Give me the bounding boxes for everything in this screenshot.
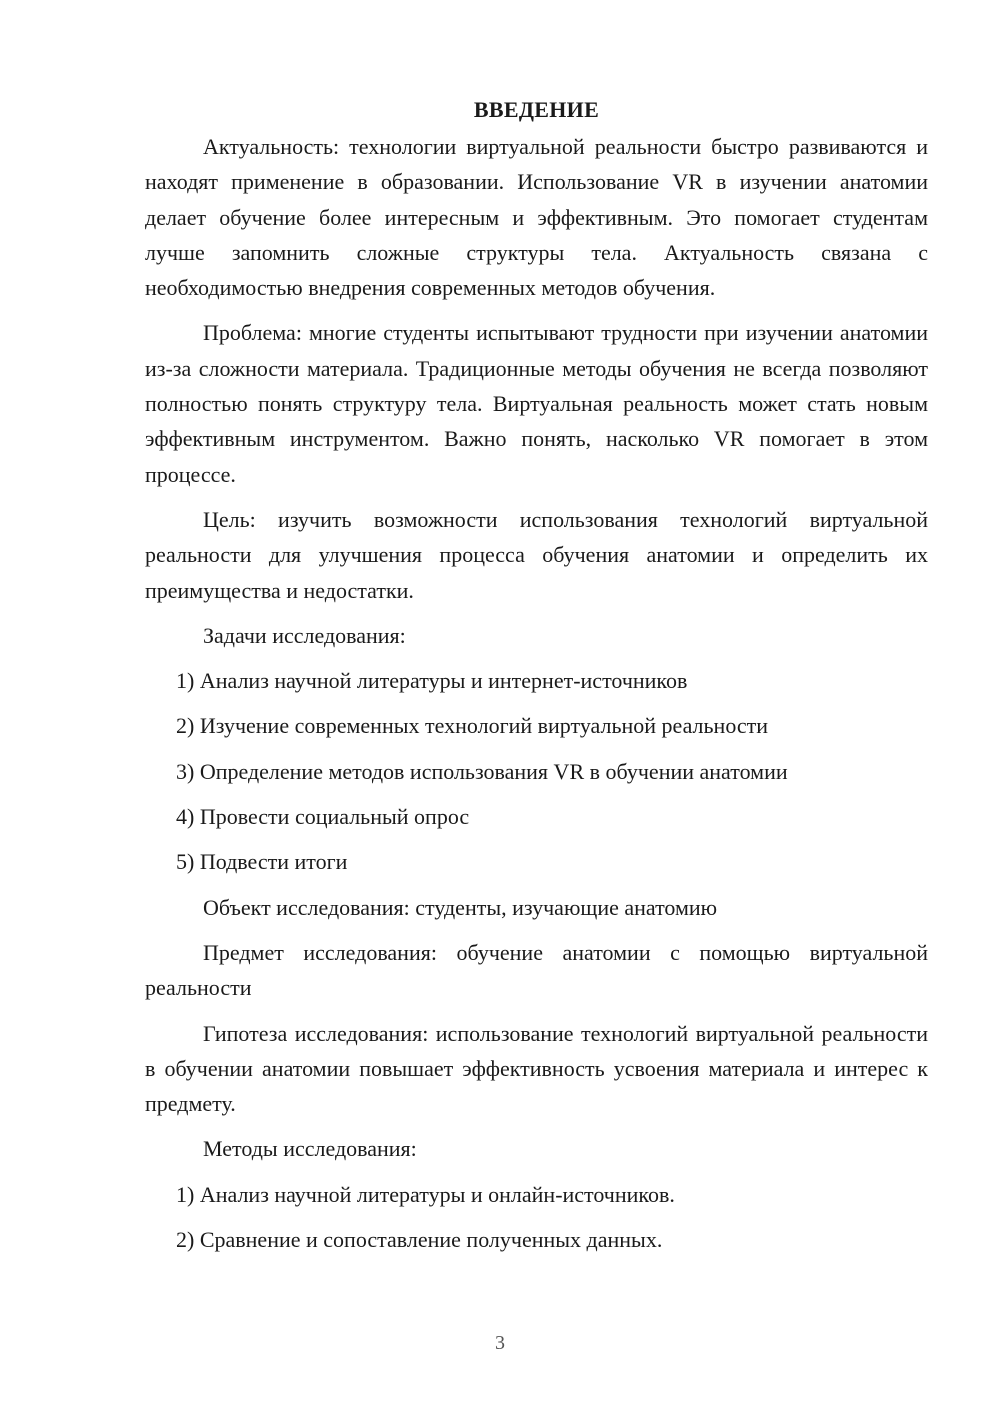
- section-title: ВВЕДЕНИЕ: [473, 97, 600, 122]
- task-item: 5) Подвести итоги: [176, 849, 348, 875]
- task-item: 2) Изучение современных технологий виртуальной реальности: [176, 713, 769, 739]
- page-number: 3: [495, 1332, 505, 1354]
- hypothesis-paragraph: Гипотеза исследования: использование технологий виртуальной реальности в обучении анатомии повышает эффективность усвоения материала и интерес к предмету.: [145, 1020, 928, 1117]
- method-item: 2) Сравнение и сопоставление полученных данных.: [176, 1227, 663, 1253]
- problem-paragraph: Проблема: многие студенты испытывают трудности при изучении анатомии из-за сложности материала. Традиционные методы обучения не всегда позволяют полностью понять структуру тела. Виртуальная реальность может стать новым эффективным инструментом. Важно понять, насколько VR помогает в этом процессе.: [145, 320, 928, 487]
- task-item: 4) Провести социальный опрос: [176, 804, 470, 830]
- method-item: 1) Анализ научной литературы и онлайн-источников.: [176, 1181, 675, 1207]
- tasks-heading: Задачи исследования:: [203, 622, 406, 648]
- document-page: [145, 95, 928, 1267]
- goal-paragraph: Цель: изучить возможности использования технологий виртуальной реальности для улучшения процесса обучения анатомии и определить их преимущества и недостатки.: [145, 506, 928, 603]
- object-line: Объект исследования: студенты, изучающие анатомию: [203, 894, 718, 920]
- subject-paragraph: Предмет исследования: обучение анатомии с помощью виртуальной реальности: [145, 939, 928, 1001]
- task-item: 3) Определение методов использования VR в обучении анатомии: [176, 758, 788, 784]
- relevance-paragraph: Актуальность: технологии виртуальной реальности быстро развиваются и находят применение в образовании. Использование VR в изучении анатомии делает обучение более интересным и эффективным. Это помогает студентам лучше запомнить сложные структуры тела. Актуальность связана с необходимостью внедрения современных методов обучения.: [145, 134, 928, 301]
- methods-heading: Методы исследования:: [203, 1136, 417, 1162]
- task-item: 1) Анализ научной литературы и интернет-источников: [176, 668, 688, 694]
